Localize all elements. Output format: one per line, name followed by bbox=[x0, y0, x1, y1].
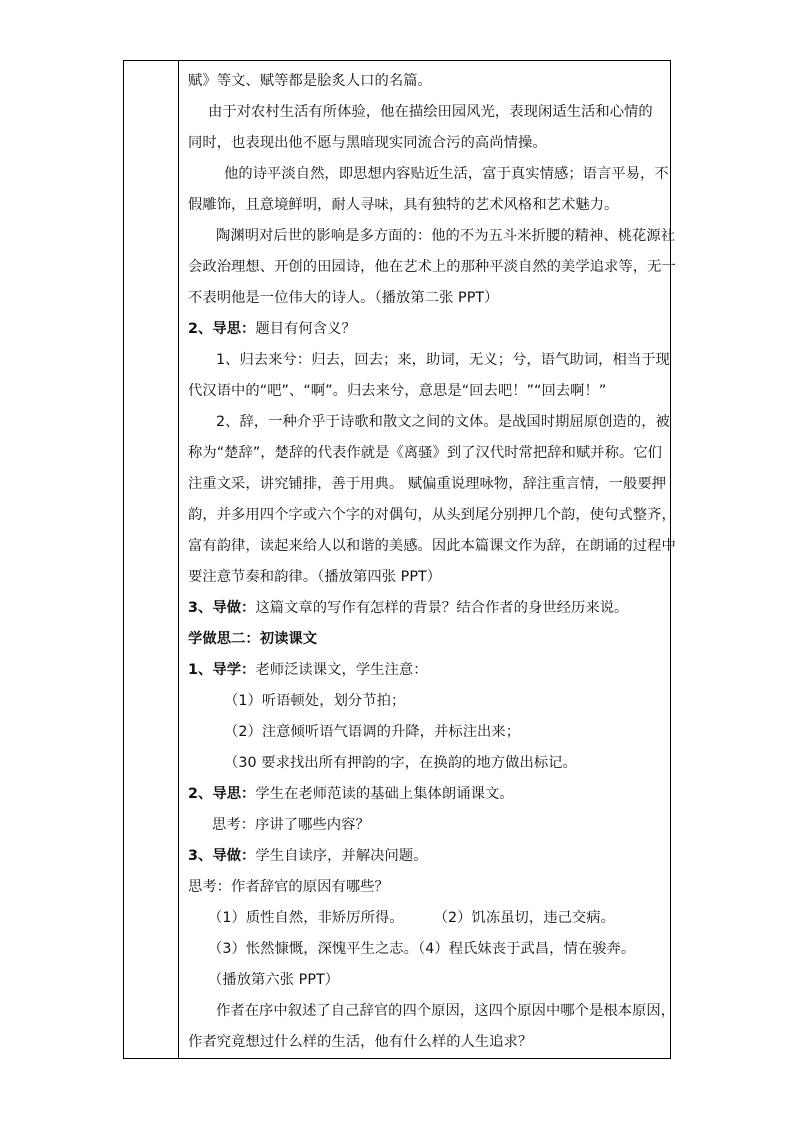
section-line bbox=[188, 593, 668, 624]
text-line: 注重文采，讲究铺排，善于用典。 赋偏重说理咏物，辞注重言情，一般要押 bbox=[188, 476, 667, 492]
section-line bbox=[188, 314, 668, 345]
text-line: 韵，并多用四个字或六个字的对偶句，从头到尾分别押几个韵，使句式整齐， bbox=[188, 507, 676, 523]
reason-item: （4）程氏妹丧于武昌，情在骏奔。 bbox=[418, 941, 636, 957]
lesson-table bbox=[123, 60, 676, 1059]
section-text: 这篇文章的写作有怎样的背景？结合作者的身世经历来说。 bbox=[255, 600, 629, 616]
reason-item: （3）怅然慷慨，深愧平生之志。 bbox=[208, 941, 419, 957]
section-heading: 3、导做： bbox=[188, 848, 256, 864]
text-line: 称为“楚辞”，楚辞的代表作就是《离骚》到了汉代时常把辞和赋并称。它们 bbox=[188, 445, 663, 461]
reason-item: （2）饥冻虽切，违己交病。 bbox=[433, 910, 615, 926]
section-line bbox=[188, 655, 668, 686]
list-item: （2）注意倾听语气语调的升降，并标注出来； bbox=[224, 724, 521, 740]
section-text: 学生自读序，并解决问题。 bbox=[255, 848, 428, 864]
reason-row bbox=[188, 934, 668, 965]
text-line: 同时，也表现出他不愿与黑暗现实同流合污的高尚情操。 bbox=[188, 135, 547, 151]
left-column bbox=[124, 61, 179, 1058]
section-line bbox=[188, 624, 668, 655]
text-line: 代汉语中的“吧”、“啊”。归去来兮，意思是“回去吧！”“回去啊！” bbox=[188, 383, 607, 399]
paragraph-line: 2、辞，一种介乎于诗歌和散文之间的文体。是战国时期屈原创造的，被 bbox=[216, 414, 670, 430]
paragraph-line: 他的诗平淡自然，即思想内容贴近生活，富于真实情感；语言平易，不 bbox=[224, 166, 669, 182]
section-text: 题目有何含义？ bbox=[255, 321, 356, 337]
text-line: 思考：序讲了哪些内容？ bbox=[212, 817, 370, 833]
paragraph-line: 1、归去来兮：归去，回去；来，助词，无义；兮，语气助词，相当于现 bbox=[216, 352, 670, 368]
section-text: 老师泛读课文，学生注意： bbox=[255, 662, 428, 678]
text-line: 富有韵律，读起来给人以和谐的美感。因此本篇课文作为辞，在朗诵的过程中 bbox=[188, 538, 676, 554]
text-line: 会政治理想、开创的田园诗，他在艺术上的那种平淡自然的美学追求等，无一 bbox=[188, 259, 676, 275]
text-line: 不表明他是一位伟大的诗人。（播放第二张 PPT） bbox=[188, 290, 499, 306]
paragraph-line: 由于对农村生活有所体验，他在描绘田园风光，表现闲适生活和心情的 bbox=[208, 104, 653, 120]
section-text: 学生在老师范读的基础上集体朗诵课文。 bbox=[255, 786, 514, 802]
section-line bbox=[188, 779, 668, 810]
section-heading: 2、导思： bbox=[188, 786, 256, 802]
text-line: 要注意节奏和韵律。（播放第四张 PPT） bbox=[188, 569, 442, 585]
section-line bbox=[188, 841, 668, 872]
text-line: 假雕饰，且意境鲜明，耐人寻味，具有独特的艺术风格和艺术魅力。 bbox=[188, 197, 619, 213]
reason-row bbox=[188, 903, 668, 934]
text-line: 思考：作者辞官的原因有哪些？ bbox=[188, 879, 389, 895]
section-heading: 学做思二：初读课文 bbox=[188, 631, 318, 647]
reason-item: （1）质性自然，非矫厉所得。 bbox=[208, 910, 404, 926]
content-cell bbox=[188, 66, 676, 1058]
list-item: （30 要求找出所有押韵的字，在换韵的地方做出标记。 bbox=[224, 755, 577, 771]
section-heading: 2、导思： bbox=[188, 321, 256, 337]
section-heading: 1、导学： bbox=[188, 662, 256, 678]
list-item: （1）听语顿处，划分节拍； bbox=[224, 693, 406, 709]
text-line: 赋》等文、赋等都是脍炙人口的名篇。 bbox=[188, 73, 432, 89]
paragraph-line: 陶渊明对后世的影响是多方面的：他的不为五斗米折腰的精神、桃花源社 bbox=[216, 228, 676, 244]
text-line: （播放第六张 PPT） bbox=[208, 972, 340, 988]
paragraph-line: 作者在序中叙述了自己辞官的四个原因，这四个原因中哪个是根本原因， bbox=[216, 1003, 676, 1019]
text-line: 作者究竟想过什么样的生活，他有什么样的人生追求？ bbox=[188, 1034, 533, 1050]
section-heading: 3、导做： bbox=[188, 600, 256, 616]
